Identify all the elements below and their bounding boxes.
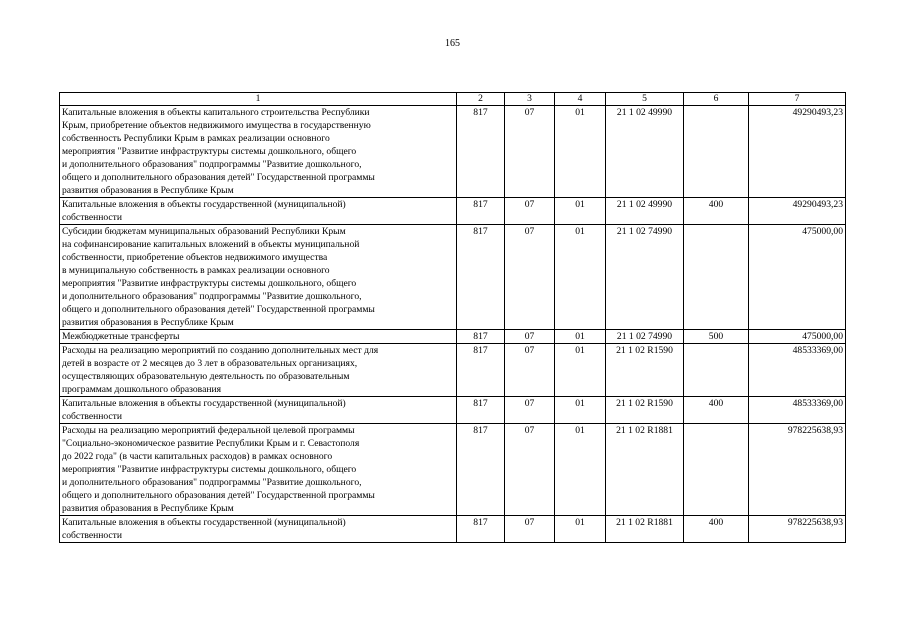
row-subsection-code: 01 [555,330,606,344]
row-expense-type [684,106,749,198]
page-number: 165 [445,38,460,49]
row-amount: 978225638,93 [749,424,846,516]
row-target-code: 21 1 02 74990 [606,330,684,344]
row-target-code: 21 1 02 74990 [606,225,684,330]
table-row [60,424,846,516]
row-section-code: 07 [505,225,555,330]
row-name-cell: Расходы на реализацию мероприятий федеральной целевой программы "Социально-экономическое развитие Республики Крым и г. Севастополя до 2022 года" (в части капитальных расходов) в рамках основного мероприятия "Развитие инфраструктуры системы дошкольного, общего и дополнительного образования" подпрограммы "Развитие дошкольного, общего и дополнительного образования детей" Государственной программы развития образования в Республике Крым [60,424,457,516]
row-name-cell: Капитальные вложения в объекты государственной (муниципальной) собственности [60,397,457,424]
row-expense-type [684,424,749,516]
row-target-code: 21 1 02 R1590 [606,397,684,424]
row-expense-type: 400 [684,516,749,543]
row-subsection-code: 01 [555,198,606,225]
column-header-5: 5 [606,93,684,106]
row-subsection-code: 01 [555,344,606,397]
row-target-code: 21 1 02 R1590 [606,344,684,397]
row-subsection-code: 01 [555,397,606,424]
row-name-cell: Капитальные вложения в объекты государственной (муниципальной) собственности [60,516,457,543]
row-expense-type [684,344,749,397]
column-header-6: 6 [684,93,749,106]
column-header-3: 3 [505,93,555,106]
table-row [60,225,846,330]
row-section-code: 07 [505,330,555,344]
row-ministry-code: 817 [457,330,505,344]
row-subsection-code: 01 [555,424,606,516]
row-subsection-code: 01 [555,225,606,330]
row-ministry-code: 817 [457,516,505,543]
row-amount: 48533369,00 [749,397,846,424]
budget-table [59,92,846,543]
row-target-code: 21 1 02 R1881 [606,424,684,516]
row-amount: 475000,00 [749,330,846,344]
table-row [60,516,846,543]
row-amount: 49290493,23 [749,198,846,225]
row-target-code: 21 1 02 49990 [606,106,684,198]
row-subsection-code: 01 [555,516,606,543]
row-target-code: 21 1 02 R1881 [606,516,684,543]
row-subsection-code: 01 [555,106,606,198]
row-section-code: 07 [505,106,555,198]
table-row [60,344,846,397]
row-amount: 475000,00 [749,225,846,330]
row-section-code: 07 [505,198,555,225]
row-target-code: 21 1 02 49990 [606,198,684,225]
row-expense-type [684,225,749,330]
table-row [60,198,846,225]
row-name-cell: Расходы на реализацию мероприятий по созданию дополнительных мест для детей в возрасте от 2 месяцев до 3 лет в образовательных организациях, осуществляющих образовательную деятельность по образовательным программам дошкольного образования [60,344,457,397]
row-amount: 978225638,93 [749,516,846,543]
row-name-cell: Капитальные вложения в объекты государственной (муниципальной) собственности [60,198,457,225]
row-ministry-code: 817 [457,344,505,397]
column-header-1: 1 [60,93,457,106]
column-header-7: 7 [749,93,846,106]
row-name-cell: Межбюджетные трансферты [60,330,457,344]
row-section-code: 07 [505,344,555,397]
row-amount: 48533369,00 [749,344,846,397]
row-section-code: 07 [505,424,555,516]
row-ministry-code: 817 [457,106,505,198]
row-ministry-code: 817 [457,198,505,225]
row-section-code: 07 [505,397,555,424]
row-section-code: 07 [505,516,555,543]
table-row [60,330,846,344]
column-header-2: 2 [457,93,505,106]
table-row [60,106,846,198]
row-expense-type: 400 [684,397,749,424]
table-row [60,397,846,424]
row-name-cell: Субсидии бюджетам муниципальных образований Республики Крым на софинансирование капитальных вложений в объекты муниципальной собственности, приобретение объектов недвижимого имущества в муниципальную собственность в рамках реализации основного мероприятия "Развитие инфраструктуры системы дошкольного, общего и дополнительного образования" подпрограммы "Развитие дошкольного, общего и дополнительного образования детей" Государственной программы развития образования в Республике Крым [60,225,457,330]
row-ministry-code: 817 [457,397,505,424]
row-expense-type: 500 [684,330,749,344]
row-expense-type: 400 [684,198,749,225]
row-amount: 49290493,23 [749,106,846,198]
row-ministry-code: 817 [457,225,505,330]
column-header-4: 4 [555,93,606,106]
row-ministry-code: 817 [457,424,505,516]
header-row [60,93,846,106]
row-name-cell: Капитальные вложения в объекты капитального строительства Республики Крым, приобретение объектов недвижимого имущества в государственную собственность Республики Крым в рамках реализации основного мероприятия "Развитие инфраструктуры системы дошкольного, общего и дополнительного образования" подпрограммы "Развитие дошкольного, общего и дополнительного образования детей" Государственной программы развития образования в Республике Крым [60,106,457,198]
